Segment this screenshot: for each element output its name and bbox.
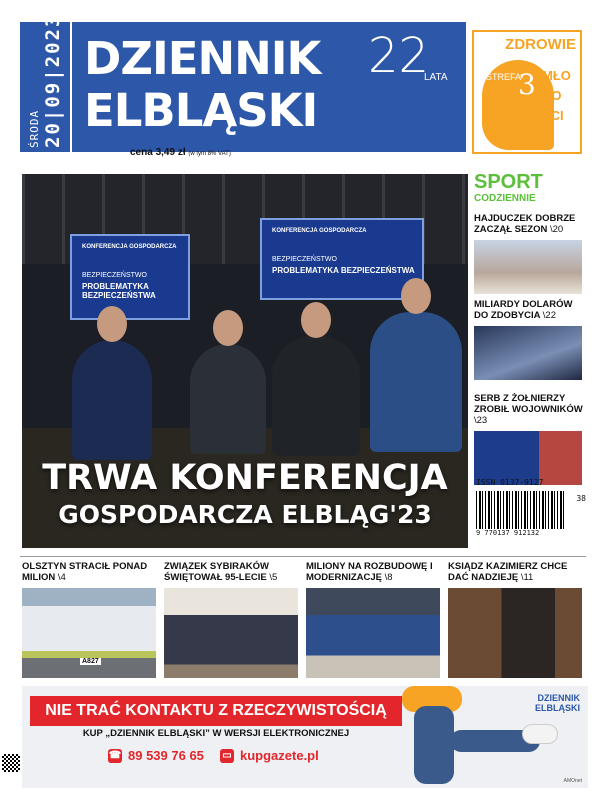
strefa-number: 3	[518, 68, 536, 101]
sport-story-photo	[474, 240, 582, 294]
priest-photo	[448, 588, 582, 678]
qr-code-icon	[2, 754, 20, 772]
sport-story[interactable]	[474, 214, 586, 294]
panelist-1	[72, 340, 152, 460]
price-text: cena 3,49 zł	[130, 147, 186, 158]
issue-number: 38	[576, 494, 586, 503]
masthead	[20, 0, 466, 152]
sport-story-photo	[474, 431, 582, 485]
health-promo-box[interactable]	[472, 30, 582, 154]
anniversary-label: LATA	[424, 72, 448, 83]
screen-label: BEZPIECZEŃSTWO	[82, 272, 147, 279]
sport-story-photo	[474, 326, 582, 380]
screen-icon: ▭	[220, 749, 234, 763]
page-ref: \8	[384, 571, 393, 583]
screen-logo: KONFERENCJA GOSPODARCZA	[272, 228, 367, 234]
bottom-story-headline: ZWIĄZEK SYBIRAKÓW ŚWIĘTOWAŁ 95-LECIE \5	[164, 561, 278, 583]
barcode-number: 9 770137 912132	[476, 529, 540, 537]
strefa-label: STREFA	[486, 72, 522, 82]
hero-photo[interactable]	[22, 174, 468, 548]
screen-title: PROBLEMATYKA BEZPIECZEŃSTWA	[82, 282, 156, 300]
banner-tag: AMOnet	[563, 778, 582, 784]
bus-plate: A827	[82, 658, 99, 665]
bottom-story[interactable]	[448, 562, 582, 678]
hero-headline-2[interactable]: GOSPODARCZA ELBLĄG'23	[58, 500, 432, 529]
issn: ISSN 0137-9127	[476, 478, 544, 487]
sport-story-headline: HAJDUCZEK DOBRZE ZACZĄŁ SEZON \20	[474, 213, 576, 235]
page-ref: \22	[542, 309, 557, 321]
sport-story[interactable]	[474, 394, 586, 485]
panelist-4	[370, 312, 462, 452]
bottom-story[interactable]	[22, 562, 156, 678]
website: kupgazete.pl	[240, 748, 319, 763]
screen-logo: KONFERENCJA GOSPODARCZA	[82, 244, 177, 250]
word-1: MŁO	[542, 68, 571, 83]
banner-subline: KUP „DZIENNIK ELBLĄSKI” W WERSJI ELEKTRONICZNEJ	[82, 728, 350, 739]
sport-subtitle: CODZIENNIE	[474, 193, 536, 204]
word-3: ŚCI	[542, 108, 564, 123]
bottom-story-headline: OLSZTYN STRACIŁ PONAD MILION \4	[22, 561, 148, 583]
word-2: DO	[542, 88, 562, 103]
screen-title: PROBLEMATYKA BEZPIECZEŃSTWA	[272, 266, 415, 275]
phone-number: 89 539 76 65	[128, 748, 204, 763]
phone-contact[interactable]	[108, 748, 204, 763]
page-ref: \4	[57, 571, 66, 583]
title-line-2: ELBLĄSKI	[84, 84, 318, 137]
panelist-2	[190, 344, 266, 454]
sport-title: SPORT	[474, 171, 543, 193]
health-title: ZDROWIE	[505, 36, 576, 53]
issue-date: 20|09|2023|	[42, 0, 64, 148]
hero-headline-1[interactable]: TRWA KONFERENCJA	[42, 458, 448, 498]
page-ref: \20	[550, 223, 564, 235]
group-photo	[164, 588, 298, 678]
bottom-story[interactable]	[164, 562, 298, 678]
sport-sidebar	[474, 171, 586, 426]
banner-headline: NIE TRAĆ KONTAKTU Z RZECZYWISTOŚCIĄ	[45, 702, 387, 719]
divider	[20, 556, 586, 557]
weekday: ŚRODA	[28, 109, 41, 148]
page-ref: \23	[474, 414, 488, 426]
date-strip	[20, 0, 72, 152]
sport-story-headline: MILIARDY DOLARÓW DO ZDOBYCIA \22	[474, 299, 573, 321]
page-ref: \11	[520, 571, 534, 583]
screen-label: BEZPIECZEŃSTWO	[272, 256, 337, 263]
title-line-1: DZIENNIK	[84, 32, 321, 85]
barcode-block	[476, 478, 586, 550]
banner-logo: DZIENNIK ELBLĄSKI	[535, 693, 580, 713]
bottom-story-headline: MILIONY NA ROZBUDOWĘ I MODERNIZACJĘ \8	[306, 561, 433, 583]
phone-icon: ☎	[108, 749, 122, 761]
banner-headline-box	[30, 696, 402, 726]
price	[130, 147, 231, 158]
sport-story-headline: SERB Z ŻOŁNIERZY ZROBIŁ WOJOWNIKÓW \23	[474, 393, 583, 426]
screen-right	[260, 218, 424, 300]
bus-photo	[22, 588, 156, 678]
barcode-icon	[476, 491, 566, 529]
screen-left	[70, 234, 190, 320]
price-note: (w tym 8% VAT)	[188, 151, 231, 157]
website-contact[interactable]	[220, 748, 319, 763]
ceremony-photo	[306, 588, 440, 678]
sport-story[interactable]	[474, 300, 586, 380]
bottom-story-headline: KSIĄDZ KAZIMIERZ CHCE DAĆ NADZIEJĘ \11	[448, 561, 568, 583]
page-ref: \5	[269, 571, 278, 583]
panelist-3	[272, 336, 360, 456]
bottom-story[interactable]	[306, 562, 440, 678]
anniversary-years: 22	[368, 28, 430, 84]
ad-banner[interactable]	[22, 686, 588, 788]
